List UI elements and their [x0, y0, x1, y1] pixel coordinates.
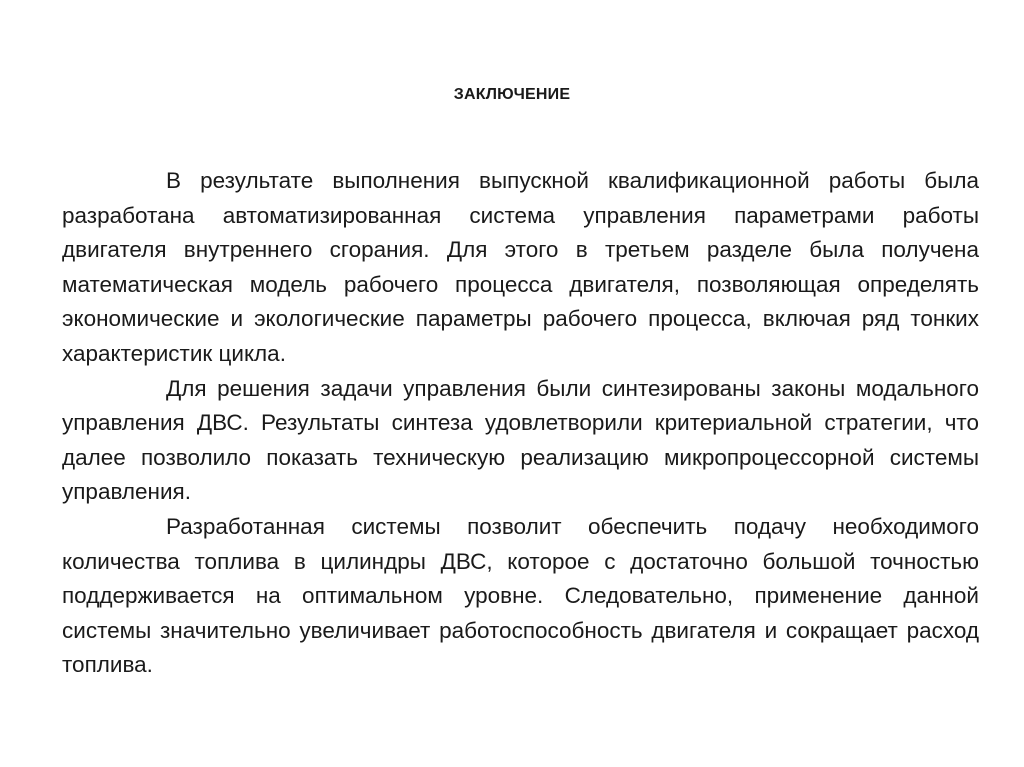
paragraph-1: В результате выполнения выпускной квалификационной работы была разработана автоматизированная система управления параметрами работы двигателя внутреннего сгорания. Для этого в третьем разделе была получена математическая модель рабочего процесса двигателя, позволяющая определять экономические и экологические параметры рабочего процесса, включая ряд тонких характеристик цикла. [62, 168, 979, 366]
paragraph-3: Разработанная системы позволит обеспечить подачу необходимого количества топлива в цилиндры ДВС, которое с достаточно большой точностью поддерживается на оптимальном уровне. Следовательно, применение данной системы значительно увеличивает работоспособность двигателя и сокращает расход топлива. [62, 513, 979, 678]
document-body [62, 164, 979, 683]
paragraph-2: Для решения задачи управления были синтезированы законы модального управления ДВС. Результаты синтеза удовлетворили критериальной стратегии, что далее позволило показать техническую реализацию микропроцессорной системы управления. [62, 375, 979, 505]
document-title: ЗАКЛЮЧЕНИЕ [453, 86, 571, 103]
